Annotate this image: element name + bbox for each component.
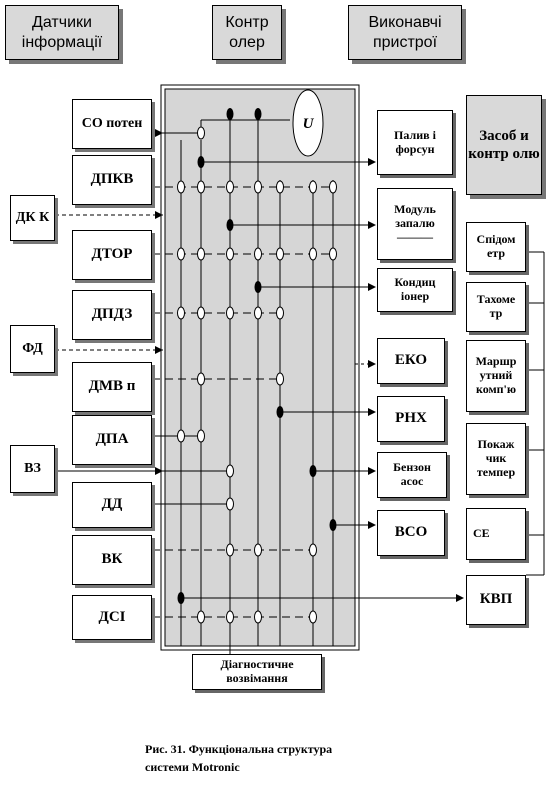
actuator-air-conditioner: Кондиц іонер [377,268,453,312]
sensor-dkk: ДК К [10,195,55,241]
header-actuators: Виконавчі пристрої [348,5,462,60]
sensor-co-potentiometer: СО потен [72,99,152,149]
diagnostic-connector: Діагностичне возвімання [192,654,322,690]
caption-line-2: системи Motronic [145,760,240,774]
header-controller: Контр олер [212,5,282,60]
voltage-symbol-label: U [302,116,314,132]
sensor-dpdz: ДПДЗ [72,290,152,340]
figure-caption [145,740,332,776]
ce-label: CE [473,526,490,541]
control-route-computer: Маршр утний комп'ю [466,340,526,412]
actuator-rnh: РНХ [377,396,445,442]
control-tachometer: Тахоме тр [466,282,526,332]
actuator-eko: ЕКО [377,338,445,384]
control-temperature-gauge: Покаж чик темпер [466,423,526,495]
actuator-fuel-injector: Палив і форсун [377,110,453,175]
caption-line-1: Рис. 31. Функціональна структура [145,742,333,756]
header-sensors: Датчики інформації [5,5,119,60]
sensor-dsi: ДСІ [72,595,152,640]
sensor-vk: ВК [72,535,152,585]
actuator-fuel-pump: Бензон асос [377,452,447,498]
sensor-dtor: ДТОР [72,230,152,280]
sensor-dpkv: ДПКВ [72,155,152,205]
control-ce-indicator [466,508,526,560]
sensor-vz: ВЗ [10,445,55,493]
control-speedometer: Спідом етр [466,222,526,272]
sensor-dd: ДД [72,482,152,528]
actuator-ignition-module: Модуль запалю ——— [377,188,453,260]
actuator-vso: ВСО [377,510,445,556]
sensor-dpa: ДПА [72,415,152,465]
control-kvp: КВП [466,575,526,625]
controller-inner-frame [165,89,355,646]
sensor-dmvp: ДМВ п [72,362,152,412]
header-control-means: Засоб и контр олю [466,95,542,195]
sensor-fd: ФД [10,325,55,373]
